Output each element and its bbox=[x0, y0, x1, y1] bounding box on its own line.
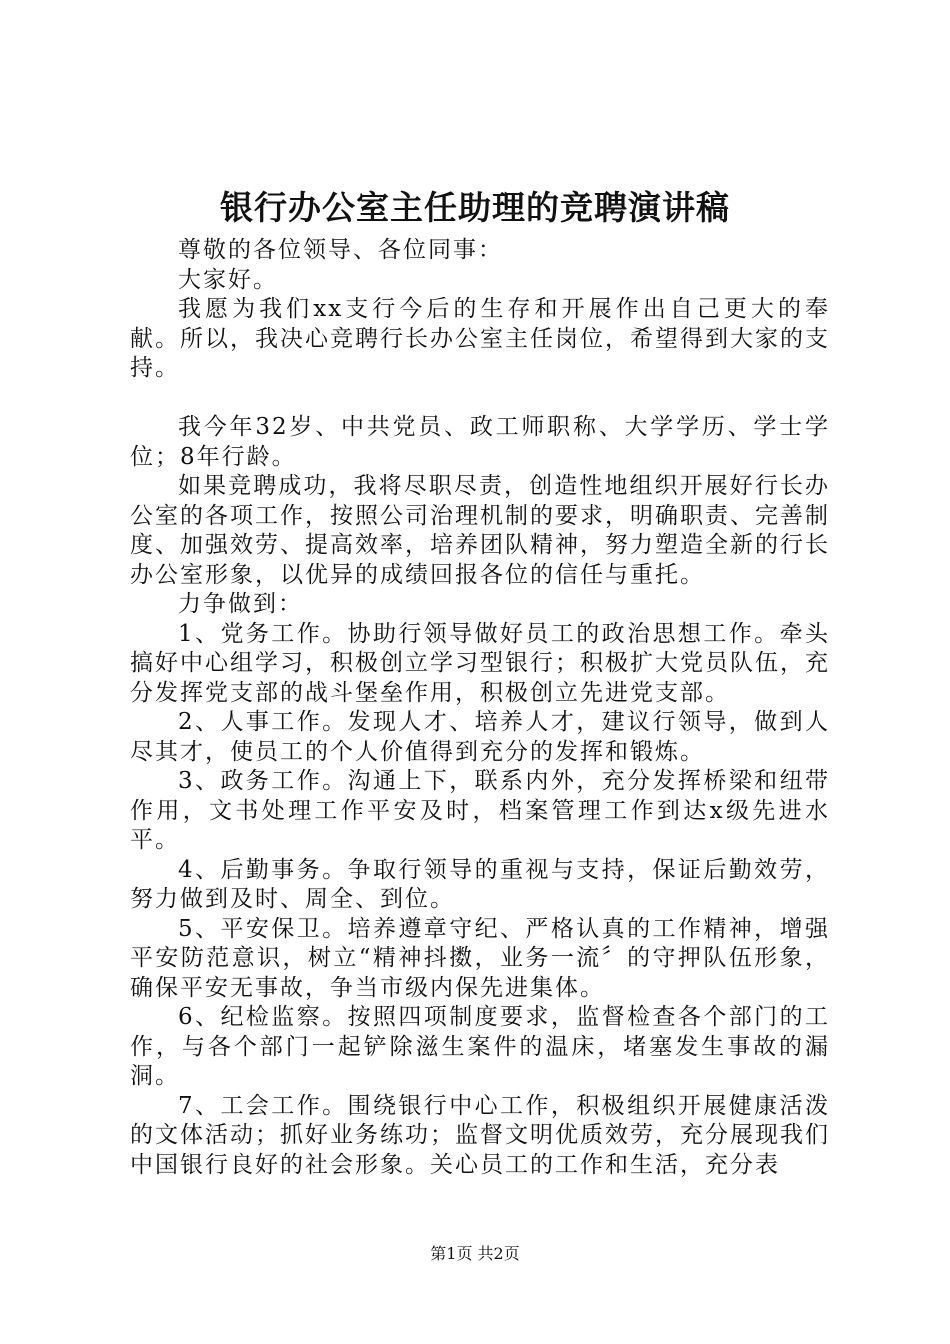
goals-heading-paragraph: 力争做到： bbox=[178, 591, 303, 617]
salutation-paragraph: 尊敬的各位领导、各位同事： bbox=[178, 237, 503, 263]
intent-paragraph: 我愿为我们xx支行今后的生存和开展作出自己更大的奉献。所以，我决心竞聘行长办公室主任岗位，希望得到大家的支持。 bbox=[130, 296, 830, 381]
commitment-paragraph: 如果竞聘成功，我将尽职尽责，创造性地组织开展好行长办公室的各项工作，按照公司治理机制的要求，明确职责、完善制度、加强效劳、提高效率，培养团队精神，努力塑造全新的行长办公室形象，以优异的成绩回报各位的信任与重托。 bbox=[130, 473, 830, 588]
greeting-paragraph: 大家好。 bbox=[178, 266, 278, 293]
item-government-affairs: 3、政务工作。沟通上下，联系内外，充分发挥桥梁和纽带作用，文书处理工作平安及时，档案管理工作到达x级先进水平。 bbox=[130, 768, 830, 853]
item-logistics: 4、后勤事务。争取行领导的重视与支持，保证后勤效劳，努力做到及时、周全、到位。 bbox=[130, 856, 830, 912]
document-body bbox=[130, 236, 830, 1180]
item-security: 5、平安保卫。培养遵章守纪、严格认真的工作精神，增强平安防范意识，树立“精神抖擞，业务一流〞的守押队伍形象，确保平安无事故，争当市级内保先进集体。 bbox=[130, 915, 830, 1001]
item-union-work: 7、工会工作。围绕银行中心工作，积极组织开展健康活泼的文体活动；抓好业务练功；监督文明优质效劳，充分展现我们中国银行良好的社会形象。关心员工的工作和生活，充分表 bbox=[130, 1092, 830, 1178]
item-party-affairs: 1、党务工作。协助行领导做好员工的政治思想工作。牵头搞好中心组学习，积极创立学习型银行；积极扩大党员队伍，充分发挥党支部的战斗堡垒作用，积极创立先进党支部。 bbox=[130, 620, 830, 706]
item-personnel: 2、人事工作。发现人才、培养人才，建议行领导，做到人尽其才，使员工的个人价值得到充分的发挥和锻炼。 bbox=[130, 709, 830, 765]
profile-paragraph: 我今年32岁、中共党员、政工师职称、大学学历、学士学位；8年行龄。 bbox=[130, 414, 830, 470]
document-title: 银行办公室主任助理的竞聘演讲稿 bbox=[220, 188, 730, 227]
page-number-footer: 第1页 共2页 bbox=[430, 1244, 520, 1263]
item-discipline-inspection: 6、纪检监察。按照四项制度要求，监督检查各个部门的工作，与各个部门一起铲除滋生案件的温床，堵塞发生事故的漏洞。 bbox=[130, 1004, 830, 1089]
